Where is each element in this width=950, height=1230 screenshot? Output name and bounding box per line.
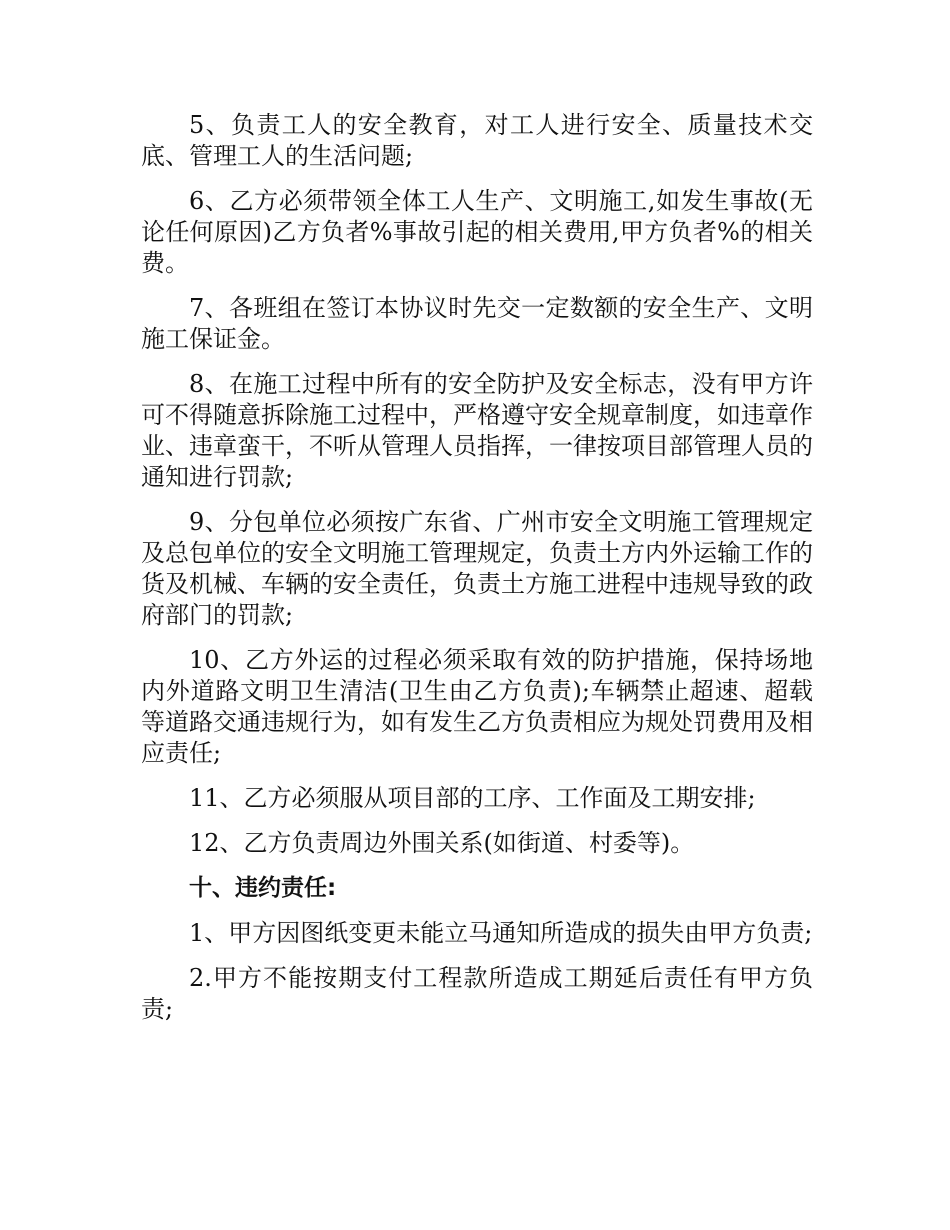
clause-6: 6、乙方必须带领全体工人生产、文明施工,如发生事故(无论任何原因)乙方负者%事故引起的相关费用,甲方负者%的相关费。 xyxy=(141,187,813,277)
clause-12: 12、乙方负责周边外围关系(如街道、村委等)。 xyxy=(189,829,695,857)
clause-9: 9、分包单位必须按广东省、广州市安全文明施工管理规定及总包单位的安全文明施工管理规定，负责土方内外运输工作的货及机械、车辆的安全责任，负责土方施工进程中违规导致的政府部门的罚款; xyxy=(141,508,813,629)
section-heading-liability: 十、违约责任: xyxy=(189,875,337,901)
clause-10: 10、乙方外运的过程必须采取有效的防护措施，保持场地内外道路文明卫生清洁(卫生由乙方负责);车辆禁止超速、超载等道路交通违规行为，如有发生乙方负责相应为规处罚费用及相应责任; xyxy=(141,646,813,767)
clause-5: 5、负责工人的安全教育，对工人进行安全、质量技术交底、管理工人的生活问题; xyxy=(141,111,813,170)
clause-7: 7、各班组在签订本协议时先交一定数额的安全生产、文明施工保证金。 xyxy=(141,294,813,353)
clause-8: 8、在施工过程中所有的安全防护及安全标志，没有甲方许可不得随意拆除施工过程中，严格遵守安全规章制度，如违章作业、违章蛮干，不听从管理人员指挥，一律按项目部管理人员的通知进行罚款; xyxy=(141,370,813,491)
document-page xyxy=(141,110,813,1039)
clause-11: 11、乙方必须服从项目部的工序、工作面及工期安排; xyxy=(189,784,756,812)
liability-clause-2: 2.甲方不能按期支付工程款所造成工期延后责任有甲方负责; xyxy=(141,964,813,1023)
liability-clause-1: 1、甲方因图纸变更未能立马通知所造成的损失由甲方负责; xyxy=(189,919,813,947)
